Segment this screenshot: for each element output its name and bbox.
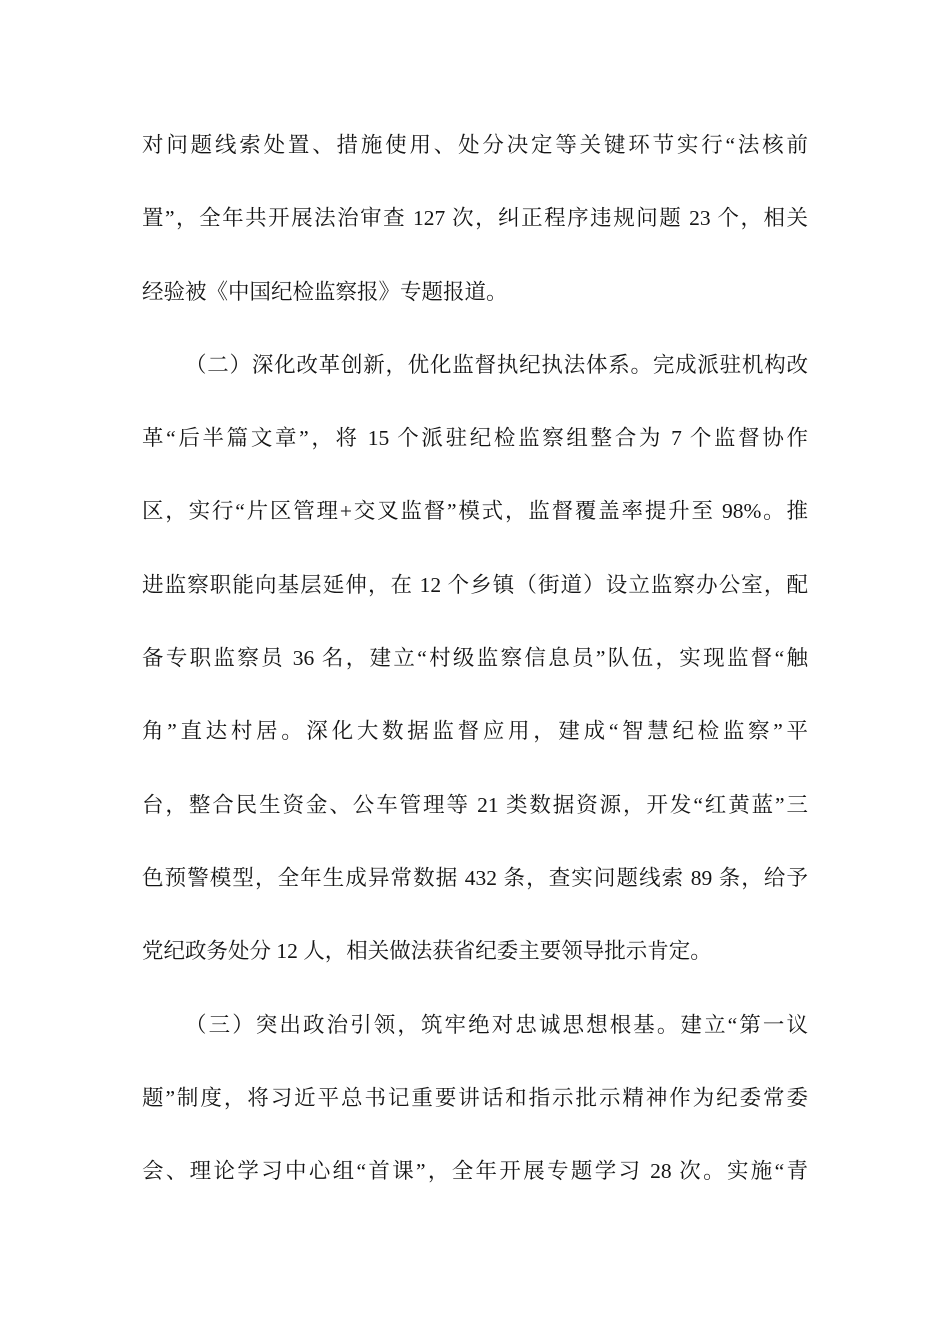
text-line: 区，实行“片区管理+交叉监督”模式，监督覆盖率提升至 98%。推 (142, 499, 808, 524)
text-line: 进监察职能向基层延伸，在 12 个乡镇（街道）设立监察办公室，配 (142, 572, 808, 597)
text-line: 会、理论学习中心组“首课”，全年开展专题学习 28 次。实施“青 (142, 1159, 808, 1184)
text-line: 题”制度，将习近平总书记重要讲话和指示批示精神作为纪委常委 (142, 1085, 808, 1110)
text-line: 置”，全年共开展法治审查 127 次，纠正程序违规问题 23 个，相关 (142, 206, 808, 231)
text-line: 党纪政务处分 12 人，相关做法获省纪委主要领导批示肯定。 (142, 939, 712, 964)
text-line: 色预警模型，全年生成异常数据 432 条，查实问题线索 89 条，给予 (142, 865, 808, 890)
text-line: 经验被《中国纪检监察报》专题报道。 (142, 279, 508, 304)
text-line: （三）突出政治引领，筑牢绝对忠诚思想根基。建立“第一议 (185, 1012, 808, 1037)
text-line: 台，整合民生资金、公车管理等 21 类数据资源，开发“红黄蓝”三 (142, 792, 808, 817)
text-line: 备专职监察员 36 名，建立“村级监察信息员”队伍，实现监督“触 (142, 646, 808, 671)
text-line: 对问题线索处置、措施使用、处分决定等关键环节实行“法核前 (142, 133, 808, 157)
text-line: 革“后半篇文章”，将 15 个派驻纪检监察组整合为 7 个监督协作 (142, 426, 808, 451)
text-line: （二）深化改革创新，优化监督执纪执法体系。完成派驻机构改 (185, 352, 808, 377)
text-line: 角”直达村居。深化大数据监督应用，建成“智慧纪检监察”平 (142, 719, 808, 744)
